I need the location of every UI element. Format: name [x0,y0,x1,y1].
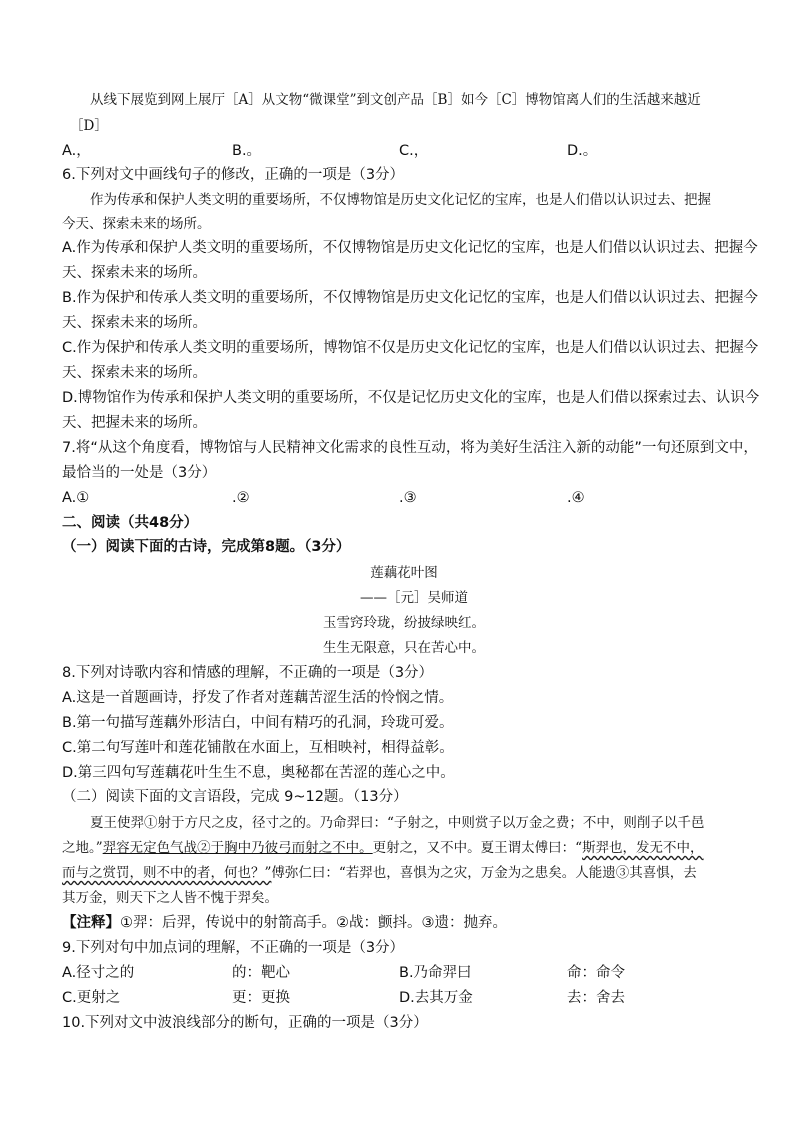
q7-option-b[interactable]: .② [232,490,250,506]
underlined-sentence: 羿容无定色气战②于胸中乃彼弓而射之不中。 [102,840,373,856]
q5-option-b[interactable]: B.。 [232,143,262,159]
q6-option-c-line-2: 天、探索未来的场所。 [62,365,207,381]
q9-option-c[interactable]: C.更射之 [62,990,121,1006]
q9-option-a[interactable]: A.径寸之的 [62,965,135,981]
q9-option-d[interactable]: D.去其万金 [399,990,473,1006]
q7-stem-line-1: 7.将“从这个角度看，博物馆与人民精神文化需求的良性互动，将为美好生活注入新的动能”一句还原到文中， [62,440,758,456]
q7-option-d[interactable]: .④ [567,490,585,506]
classical-line-2 [62,842,704,856]
classical-line-1: 夏王使羿①射于方尺之皮，径寸之的。乃命羿曰：“子射之，中则赏子以万金之费；不中，则削子以千邑 [90,815,705,831]
notes-text: ①羿：后羿，传说中的射箭高手。②战：颤抖。③遗：抛弃。 [120,915,507,931]
q5-option-c[interactable]: C.， [399,143,429,159]
q7-option-a[interactable]: A.① [62,490,90,506]
q9-option-b-gloss: 命：命令 [567,965,625,981]
classical-line-3 [62,867,697,881]
poem-line-2: 生生无限意，只在苦心中。 [323,640,485,656]
q6-option-d-line-2: 天、把握未来的场所。 [62,415,207,431]
q6-option-b-line-2: 天、探索未来的场所。 [62,315,207,331]
q6-option-a-line-2: 天、探索未来的场所。 [62,265,207,281]
q8-option-b[interactable]: B.第一句描写莲藕外形洁白，中间有精巧的孔洞，玲珑可爱。 [62,715,454,731]
q8-option-a[interactable]: A.这是一首题画诗，抒发了作者对莲藕苦涩生活的怜悯之情。 [62,690,454,706]
q9-option-b[interactable]: B.乃命羿曰 [399,965,472,981]
wavy-underlined-part-1: 斯羿也，发无不中， [582,840,704,856]
classical-line-2-start: 之地。” [62,840,103,856]
q5-passage-line-1: 从线下展览到网上展厅［A］从文物“微课堂”到文创产品［B］如今［C］博物馆离人们的生活越来越近 [90,92,701,108]
poem-title: 莲藕花叶图 [370,565,438,581]
classical-line-4: 其万金，则天下之人皆不愧于羿矣。 [62,890,278,906]
wavy-underlined-part-2: 而与之赏罚，则不中的者，何也？” [62,865,272,881]
section-2-title: 二、阅读（共48分） [62,515,199,531]
q6-option-b-line-1[interactable]: B.作为保护和传承人类文明的重要场所，不仅博物馆是历史文化记忆的宝库，也是人们借以认识过去、把握今 [62,290,759,306]
part-2-instruction: （二）阅读下面的文言语段，完成 9~12题。（13分） [62,789,408,805]
q9-stem: 9.下列对句中加点词的理解，不正确的一项是（3分） [62,940,405,956]
classical-line-2-mid: 更射之，又不中。夏王谓太傅曰：“ [372,840,583,856]
notes-label: 【注释】 [62,915,120,931]
q9-option-a-gloss: 的：靶心 [232,965,290,981]
classical-line-3-rest: 傅弥仁曰：“若羿也，喜惧为之灾，万金为之患矣。人能遗③其喜惧，去 [271,865,697,881]
notes [62,916,507,931]
q7-option-c[interactable]: .③ [399,490,417,506]
q6-option-d-line-1[interactable]: D.博物馆作为传承和保护人类文明的重要场所，不仅是记忆历史文化的宝库，也是人们借以探索过去、认识今 [62,390,760,406]
q6-stem: 6.下列对文中画线句子的修改，正确的一项是（3分） [62,167,405,183]
q5-option-a[interactable]: A.， [62,143,91,159]
q6-sentence-line-2: 今天、探索未来的场所。 [62,216,211,232]
q10-stem: 10.下列对文中波浪线部分的断句，正确的一项是（3分） [62,1015,428,1031]
q5-option-d[interactable]: D.。 [567,143,598,159]
poem-line-1: 玉雪窍玲珑，纷披绿映红。 [323,615,485,631]
q8-stem: 8.下列对诗歌内容和情感的理解，不正确的一项是（3分） [62,665,434,681]
q7-stem-line-2: 最恰当的一处是（3分） [62,465,217,481]
q6-option-a-line-1[interactable]: A.作为传承和保护人类文明的重要场所，不仅博物馆是历史文化记忆的宝库，也是人们借以认识过去、把握今 [62,240,758,256]
q6-sentence-line-1: 作为传承和保护人类文明的重要场所，不仅博物馆是历史文化记忆的宝库，也是人们借以认识过去、把握 [90,192,711,208]
q9-option-d-gloss: 去：舍去 [567,990,625,1006]
part-1-instruction: （一）阅读下面的古诗，完成第8题。（3分） [62,539,351,555]
q6-option-c-line-1[interactable]: C.作为保护和传承人类文明的重要场所，博物馆不仅是历史文化记忆的宝库，也是人们借以认识过去、把握今 [62,340,759,356]
q8-option-d[interactable]: D.第三四句写莲藕花叶生生不息，奥秘都在苦涩的莲心之中。 [62,765,455,781]
q8-option-c[interactable]: C.第二句写莲叶和莲花铺散在水面上，互相映衬，相得益彰。 [62,740,454,756]
poem-author: ——［元］吴师道 [360,590,468,606]
q9-option-c-gloss: 更：更换 [232,990,290,1006]
q5-passage-line-2: ［D］ [70,118,108,134]
